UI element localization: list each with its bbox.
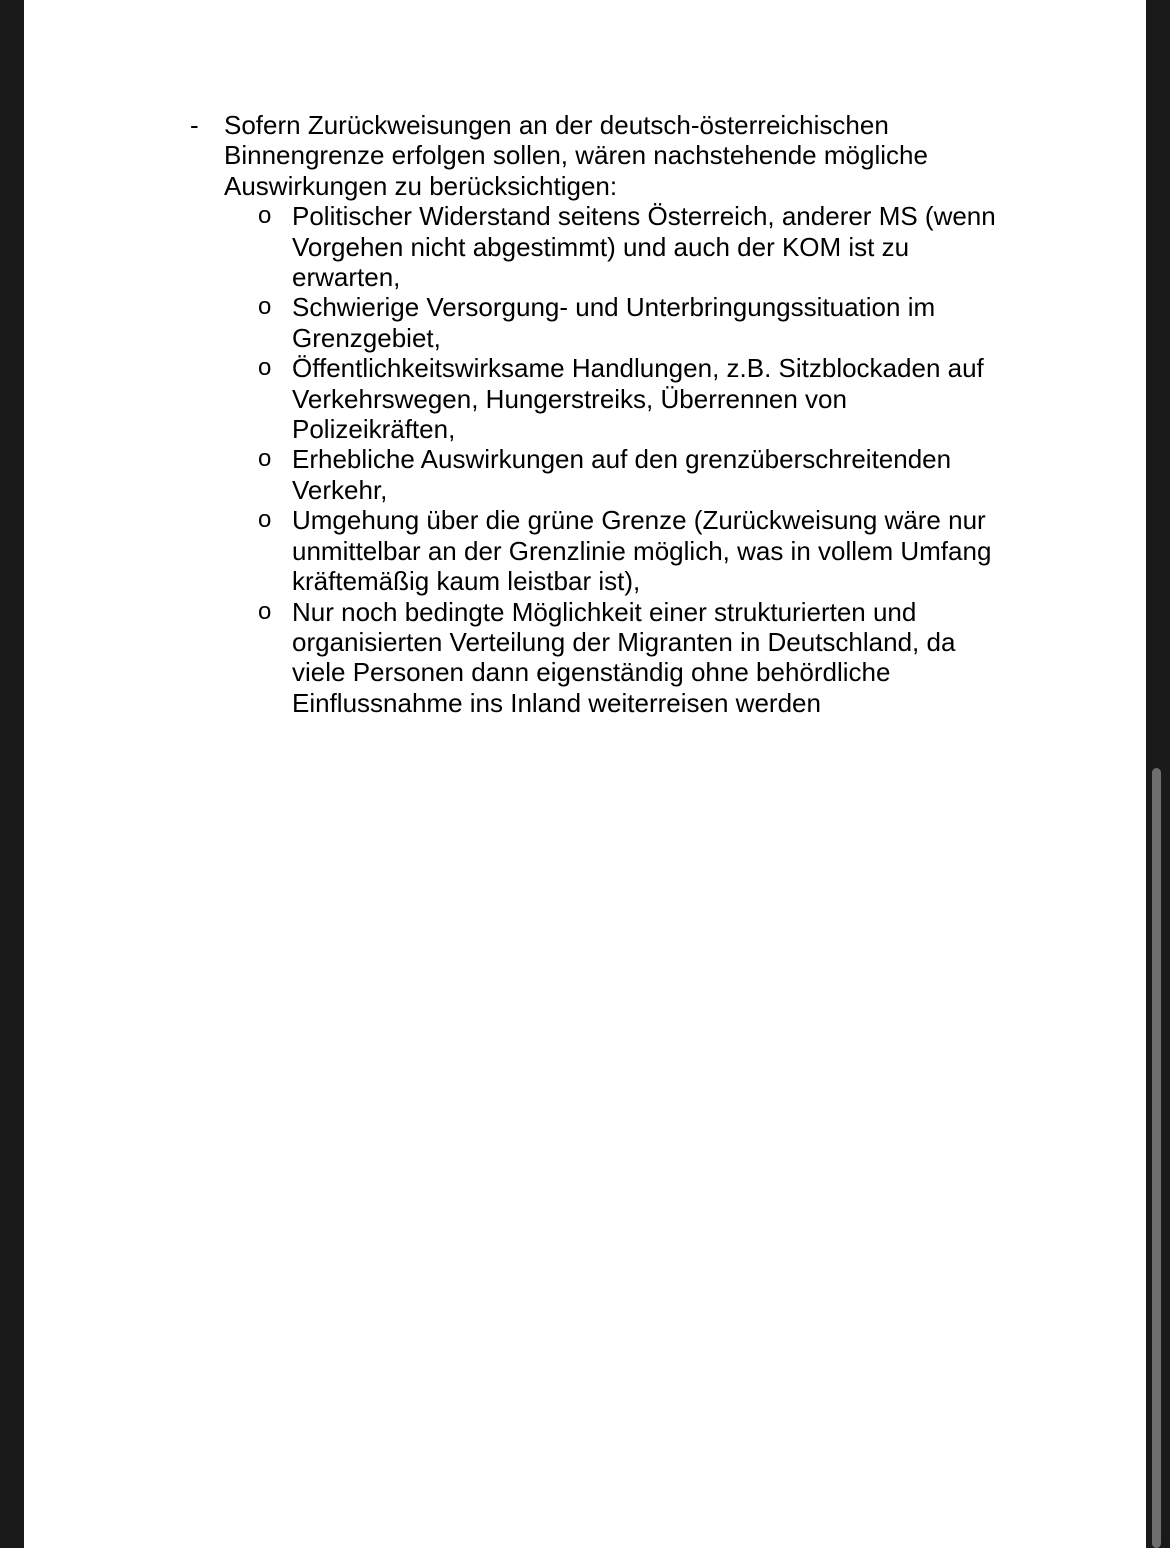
circle-bullet: o [258, 506, 272, 534]
sub-item-text: Umgehung über die grüne Grenze (Zurückweisung wäre nur unmittelbar an der Grenzlinie möglich, was in vollem Umfang kräftemäßig kaum leistbar ist), [292, 505, 992, 597]
scrollbar-thumb[interactable] [1152, 768, 1161, 1548]
sub-item-text: Öffentlichkeitswirksame Handlungen, z.B. Sitzblockaden auf Verkehrswegen, Hungerstreiks, Überrennen von Polizeikräften, [292, 353, 984, 445]
sub-item-text: Schwierige Versorgung- und Unterbringungssituation im Grenzgebiet, [292, 292, 936, 353]
dash-bullet: - [190, 110, 199, 140]
sub-list [224, 201, 1024, 718]
sub-item-text: Politischer Widerstand seitens Österreich, anderer MS (wenn Vorgehen nicht abgestimmt) und auch der KOM ist zu erwarten, [292, 201, 996, 293]
document-content [24, 110, 1146, 718]
sub-list-item [258, 353, 1052, 445]
circle-bullet: o [258, 202, 272, 230]
circle-bullet: o [258, 597, 272, 625]
circle-bullet: o [258, 445, 272, 473]
document-page [24, 0, 1146, 1548]
sub-list-item [258, 444, 1052, 505]
circle-bullet: o [258, 293, 272, 321]
sub-list-item [258, 505, 1052, 597]
main-item-text: Sofern Zurückweisungen an der deutsch-österreichischen Binnengrenze erfolgen sollen, wären nachstehende mögliche Auswirkungen zu berücksichtigen: [224, 110, 928, 201]
circle-bullet: o [258, 354, 272, 382]
sub-list-item [258, 201, 1052, 293]
sub-item-text: Nur noch bedingte Möglichkeit einer strukturierten und organisierten Verteilung der Migranten in Deutschland, da viele Personen dann eigenständig ohne behördliche Einflussnahme ins Inland weiterreisen werden [292, 596, 956, 718]
sub-list-item [258, 292, 1052, 353]
sub-list-item [258, 596, 1052, 719]
sub-item-text: Erhebliche Auswirkungen auf den grenzüberschreitenden Verkehr, [292, 444, 952, 505]
main-list-item [24, 110, 1024, 718]
